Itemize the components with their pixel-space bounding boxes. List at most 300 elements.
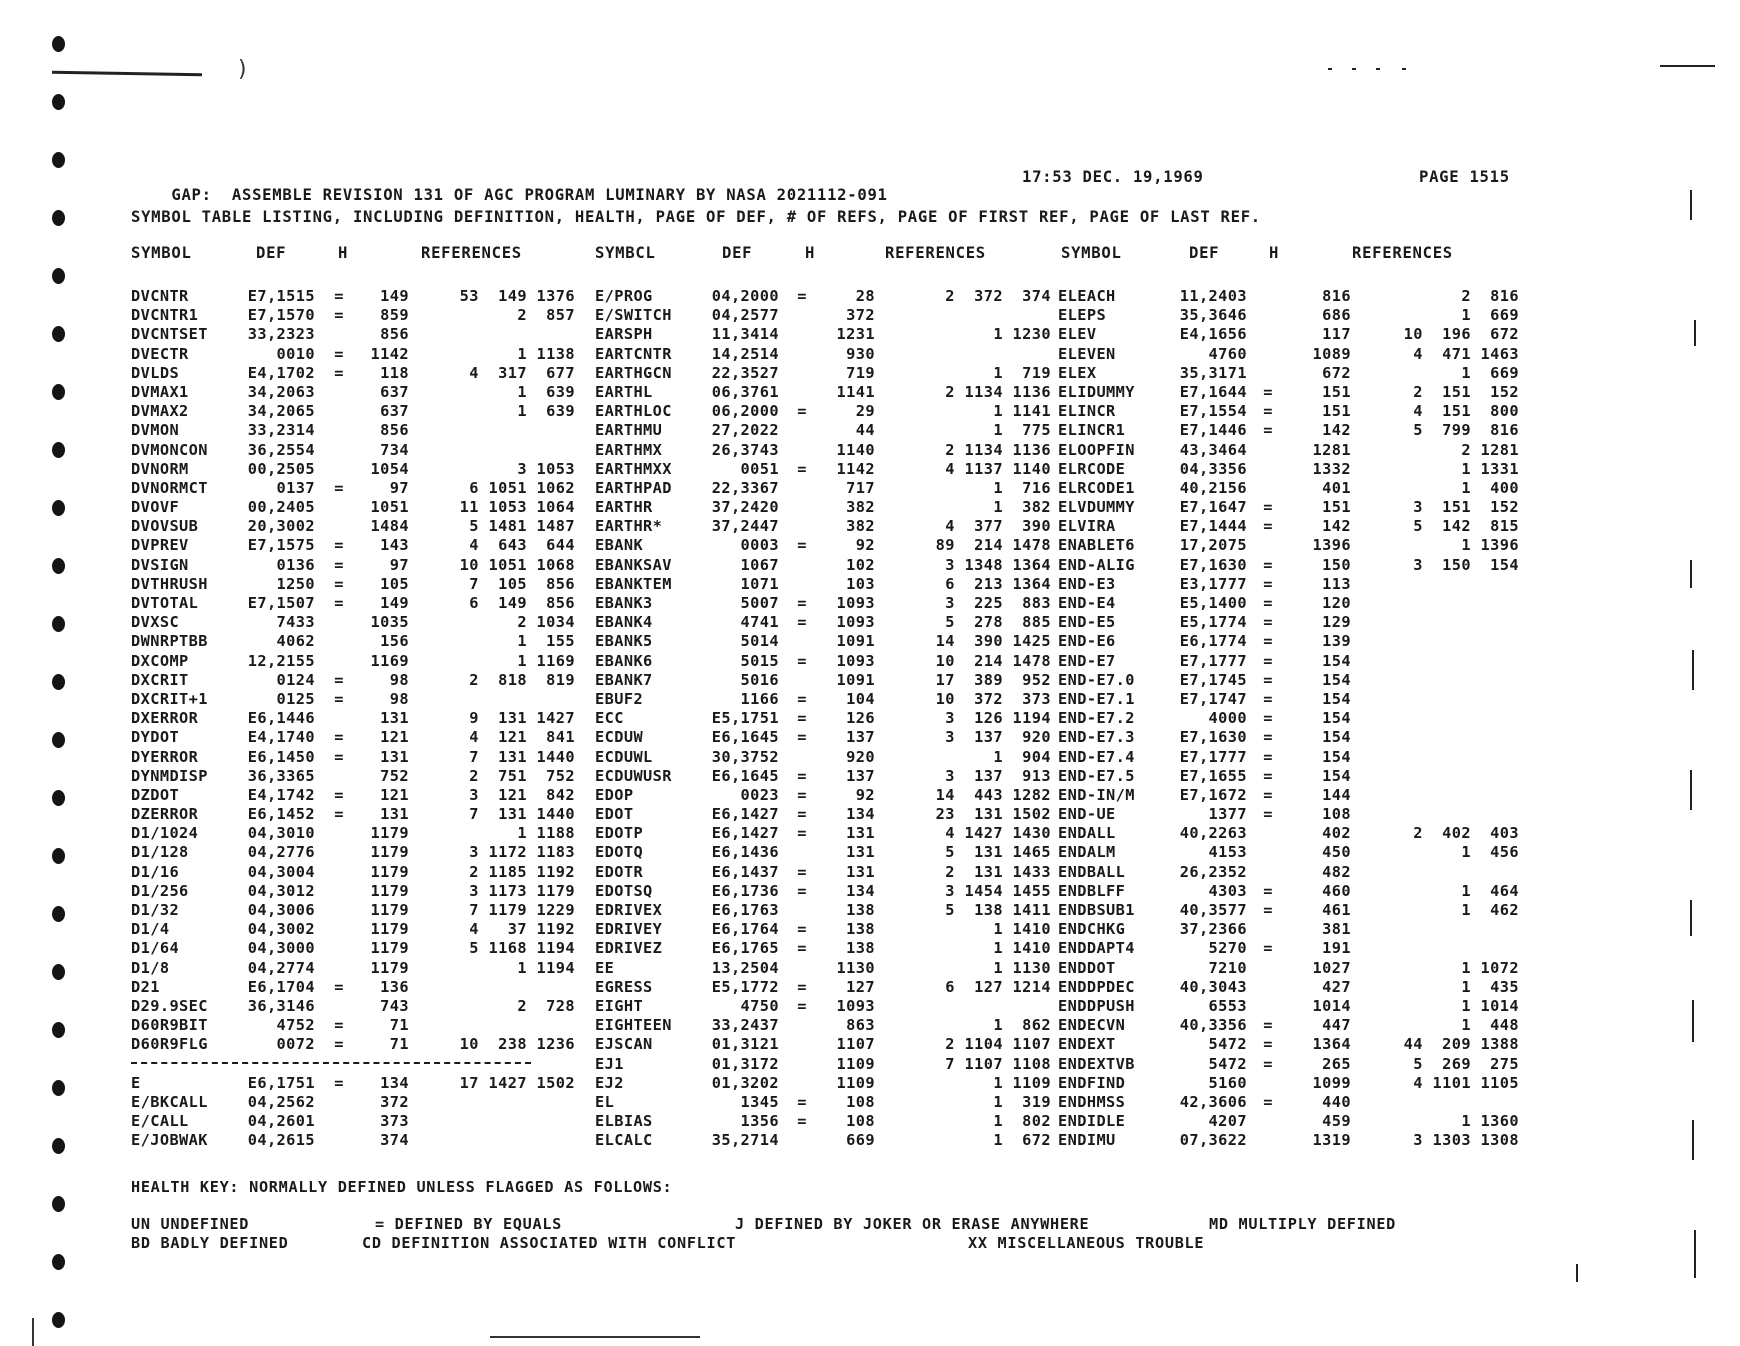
table-row xyxy=(131,575,1531,594)
cell-references: 3 151 152 xyxy=(1413,498,1519,517)
cell-symbol: EBANK5 xyxy=(595,632,653,651)
scan-artifact-line xyxy=(52,71,202,77)
cell-references: 1 639 xyxy=(517,382,575,401)
cell-definition: E6,1763 xyxy=(711,901,779,919)
cell-symbol: ENDBALL xyxy=(1058,862,1126,881)
cell-references: 5 1168 1194 xyxy=(469,939,575,958)
cell-definition: 40,3356 xyxy=(1179,1016,1247,1035)
cell-symbol: DXCRIT xyxy=(131,670,189,689)
table-row xyxy=(131,748,1531,767)
cell-symbol: D1/256 xyxy=(131,881,189,900)
cell-def-page: 1142 xyxy=(836,459,875,478)
cell-health: = xyxy=(1263,1092,1273,1111)
cell-def-page: 108 xyxy=(846,1112,875,1131)
header-line-1 xyxy=(131,168,1531,204)
cell-symbol: ENDBLFF xyxy=(1058,881,1126,900)
cell-references: 7 131 1440 xyxy=(469,805,575,824)
cell-references: 1 669 xyxy=(1461,306,1519,325)
cell-health: = xyxy=(334,747,344,766)
cell-health: = xyxy=(797,1092,807,1111)
cell-health: = xyxy=(1263,613,1273,632)
cell-symbol: EL xyxy=(595,1092,615,1111)
cell-symbol: ENDDAPT4 xyxy=(1058,939,1135,958)
cell-def-page: 154 xyxy=(1322,766,1351,785)
cell-definition: 5472 xyxy=(1208,1035,1247,1054)
cell-def-page: 1231 xyxy=(836,325,875,344)
cell-definition: 06,2000 xyxy=(711,402,779,421)
cell-definition: 26,2352 xyxy=(1179,862,1247,881)
cell-symbol: ENDDPDEC xyxy=(1058,977,1135,996)
cell-definition: 1345 xyxy=(740,1092,779,1111)
cell-symbol: EDOTP xyxy=(595,824,644,843)
cell-def-page: 150 xyxy=(1322,555,1351,574)
cell-symbol: EBUF2 xyxy=(595,689,644,708)
cell-def-page: 1109 xyxy=(836,1054,875,1073)
cell-symbol: ELVDUMMY xyxy=(1058,498,1135,517)
cell-symbol: ENDHMSS xyxy=(1058,1092,1126,1111)
cell-def-page: 1091 xyxy=(836,670,875,689)
cell-references: 1 456 xyxy=(1461,843,1519,862)
cell-references: 1 775 xyxy=(993,421,1051,440)
cell-health: = xyxy=(1263,805,1273,824)
cell-references: 3 1172 1183 xyxy=(469,843,575,862)
cell-def-page: 142 xyxy=(1322,421,1351,440)
cell-definition: E7,1554 xyxy=(1179,402,1247,421)
cell-references: 17 1427 1502 xyxy=(459,1073,575,1092)
cell-definition: 0051 xyxy=(740,459,779,478)
cell-definition: 5007 xyxy=(740,594,779,612)
cell-def-page: 1332 xyxy=(1312,459,1351,478)
cell-def-page: 1179 xyxy=(370,939,409,958)
table-row xyxy=(131,767,1531,786)
cell-symbol: EDOP xyxy=(595,785,634,804)
cell-def-page: 126 xyxy=(846,709,875,728)
cell-references: 5 278 885 xyxy=(945,613,1051,632)
cell-definition: 0137 xyxy=(276,478,315,497)
cell-definition: 35,3171 xyxy=(1179,363,1247,382)
cell-symbol: END-E7.3 xyxy=(1058,728,1135,747)
cell-references: 2 372 374 xyxy=(945,287,1051,305)
cell-definition: E6,1774 xyxy=(1179,632,1247,651)
cell-symbol: E/PROG xyxy=(595,287,653,305)
cell-definition: E7,1655 xyxy=(1179,766,1247,785)
cell-definition: 5270 xyxy=(1208,939,1247,958)
punch-hole-icon xyxy=(52,964,65,980)
cell-definition: 04,2774 xyxy=(247,958,315,977)
cell-health: = xyxy=(797,785,807,804)
cell-def-page: 154 xyxy=(1322,747,1351,766)
cell-health: = xyxy=(334,306,344,325)
cell-def-page: 440 xyxy=(1322,1092,1351,1111)
cell-definition: 22,3367 xyxy=(711,478,779,497)
cell-symbol: EARTHMU xyxy=(595,421,663,440)
cell-symbol: DVOVF xyxy=(131,498,180,517)
table-row xyxy=(131,594,1531,613)
cell-definition: 34,2063 xyxy=(247,382,315,401)
scan-artifact-line xyxy=(1690,900,1692,936)
cell-def-page: 28 xyxy=(855,287,875,305)
cell-definition: E6,1427 xyxy=(711,805,779,824)
cell-health: = xyxy=(334,594,344,612)
cell-symbol: EDOTSQ xyxy=(595,881,653,900)
table-row xyxy=(131,1112,1531,1131)
cell-symbol: E/JOBWAK xyxy=(131,1131,208,1150)
cell-def-page: 669 xyxy=(846,1131,875,1150)
table-row xyxy=(131,345,1531,364)
cell-references: 5 269 275 xyxy=(1413,1054,1519,1073)
cell-definition: 5016 xyxy=(740,670,779,689)
cell-def-page: 1027 xyxy=(1312,958,1351,977)
health-key-joker: J DEFINED BY JOKER OR ERASE ANYWHERE xyxy=(735,1215,1090,1233)
separator-line xyxy=(131,1062,531,1064)
cell-definition: 40,3577 xyxy=(1179,901,1247,919)
cell-symbol: D1/1024 xyxy=(131,824,199,843)
cell-references: 1 1014 xyxy=(1461,996,1519,1015)
table-row xyxy=(131,1035,1531,1054)
scan-artifact-line xyxy=(1376,68,1380,70)
cell-definition: E7,1745 xyxy=(1179,670,1247,689)
cell-definition: E6,1704 xyxy=(247,977,315,996)
table-row xyxy=(131,901,1531,920)
table-row xyxy=(131,325,1531,344)
cell-health: = xyxy=(1263,1054,1273,1073)
cell-definition: 37,2366 xyxy=(1179,920,1247,939)
cell-definition: E6,1452 xyxy=(247,805,315,824)
cell-definition: 04,2776 xyxy=(247,843,315,862)
cell-definition: E6,1450 xyxy=(247,747,315,766)
cell-def-page: 717 xyxy=(846,478,875,497)
cell-symbol: DVMAX1 xyxy=(131,382,189,401)
cell-symbol: D21 xyxy=(131,977,160,996)
cell-def-page: 138 xyxy=(846,901,875,919)
table-row xyxy=(131,1131,1531,1150)
cell-definition: 7210 xyxy=(1208,958,1247,977)
cell-symbol: EDOT xyxy=(595,805,634,824)
column-heading-def-a: DEF xyxy=(256,244,287,262)
cell-references: 1 639 xyxy=(517,402,575,421)
cell-def-page: 121 xyxy=(380,728,409,747)
cell-symbol: DVNORM xyxy=(131,459,189,478)
scan-artifact-line xyxy=(1690,190,1692,220)
punch-hole-icon xyxy=(52,848,65,864)
cell-symbol: DVPREV xyxy=(131,536,189,555)
cell-health: = xyxy=(1263,670,1273,689)
cell-references: 3 126 1194 xyxy=(945,709,1051,728)
column-heading-symbol-a: SYMBOL xyxy=(131,244,192,262)
cell-symbol: ELEX xyxy=(1058,363,1097,382)
health-key-bd: BD BADLY DEFINED xyxy=(131,1234,289,1252)
cell-definition: 22,3527 xyxy=(711,363,779,382)
cell-def-page: 154 xyxy=(1322,728,1351,747)
cell-symbol: DVCNTR xyxy=(131,287,189,305)
cell-symbol: D1/16 xyxy=(131,862,180,881)
table-row xyxy=(131,959,1531,978)
cell-references: 6 127 1214 xyxy=(945,977,1051,996)
cell-symbol: DVNORMCT xyxy=(131,478,208,497)
health-key-misc: XX MISCELLANEOUS TROUBLE xyxy=(968,1234,1205,1252)
cell-references: 2 151 152 xyxy=(1413,382,1519,401)
cell-def-page: 1093 xyxy=(836,996,875,1015)
cell-health: = xyxy=(797,862,807,881)
cell-references: 1 319 xyxy=(993,1092,1051,1111)
cell-definition: 14,2514 xyxy=(711,344,779,363)
cell-references: 4 1101 1105 xyxy=(1413,1073,1519,1092)
cell-symbol: EARTHMXX xyxy=(595,459,672,478)
cell-def-page: 117 xyxy=(1322,325,1351,344)
cell-def-page: 149 xyxy=(380,594,409,612)
cell-references: 5 142 815 xyxy=(1413,517,1519,536)
cell-definition: 4000 xyxy=(1208,709,1247,728)
cell-references: 2 728 xyxy=(517,996,575,1015)
table-row xyxy=(131,479,1531,498)
cell-references: 5 1481 1487 xyxy=(469,517,575,536)
cell-references: 1 1331 xyxy=(1461,459,1519,478)
cell-def-page: 930 xyxy=(846,344,875,363)
cell-health: = xyxy=(797,805,807,824)
cell-references: 3 1303 1308 xyxy=(1413,1131,1519,1150)
cell-def-page: 719 xyxy=(846,363,875,382)
cell-references: 7 1179 1229 xyxy=(469,901,575,919)
cell-definition: 5014 xyxy=(740,632,779,651)
cell-symbol: ENDIMU xyxy=(1058,1131,1116,1150)
cell-references: 4 643 644 xyxy=(469,536,575,555)
cell-references: 1 669 xyxy=(1461,363,1519,382)
cell-def-page: 154 xyxy=(1322,651,1351,670)
cell-symbol: END-E7.1 xyxy=(1058,689,1135,708)
cell-def-page: 372 xyxy=(846,306,875,325)
cell-symbol: ENDEXTVB xyxy=(1058,1054,1135,1073)
cell-definition: E4,1740 xyxy=(247,728,315,747)
cell-symbol: EJ2 xyxy=(595,1073,624,1092)
cell-references: 1 862 xyxy=(993,1016,1051,1035)
cell-health: = xyxy=(1263,594,1273,612)
cell-def-page: 71 xyxy=(389,1016,409,1035)
cell-symbol: E xyxy=(131,1073,141,1092)
cell-health: = xyxy=(1263,632,1273,651)
cell-definition: 04,3006 xyxy=(247,901,315,919)
cell-references: 1 716 xyxy=(993,478,1051,497)
table-row xyxy=(131,824,1531,843)
cell-symbol: END-IN/M xyxy=(1058,785,1135,804)
cell-health: = xyxy=(797,689,807,708)
cell-def-page: 686 xyxy=(1322,306,1351,325)
table-row xyxy=(131,383,1531,402)
cell-health: = xyxy=(797,996,807,1015)
column-heading-references-b: REFERENCES xyxy=(885,244,986,262)
cell-references: 1 1194 xyxy=(517,958,575,977)
cell-definition: 07,3622 xyxy=(1179,1131,1247,1150)
health-key-un: UN UNDEFINED xyxy=(131,1215,250,1233)
cell-definition: E7,1630 xyxy=(1179,555,1247,574)
cell-symbol: DVMAX2 xyxy=(131,402,189,421)
cell-definition: 0010 xyxy=(276,344,315,363)
table-row xyxy=(131,863,1531,882)
cell-def-page: 102 xyxy=(846,555,875,574)
cell-references: 2 1104 1107 xyxy=(945,1035,1051,1054)
cell-health: = xyxy=(1263,785,1273,804)
cell-references: 1 1230 xyxy=(993,325,1051,344)
cell-def-page: 1014 xyxy=(1312,996,1351,1015)
punch-holes xyxy=(52,30,72,1330)
cell-def-page: 1179 xyxy=(370,901,409,919)
cell-references: 10 214 1478 xyxy=(935,651,1051,670)
header-line-2: SYMBOL TABLE LISTING, INCLUDING DEFINITION, HEALTH, PAGE OF DEF, # OF REFS, PAGE OF FIRST REF, PAGE OF LAST REF. xyxy=(131,208,1261,226)
cell-health: = xyxy=(797,651,807,670)
cell-health: = xyxy=(797,402,807,421)
cell-def-page: 1142 xyxy=(370,344,409,363)
cell-health: = xyxy=(797,287,807,305)
cell-def-page: 1051 xyxy=(370,498,409,517)
cell-def-page: 29 xyxy=(855,402,875,421)
cell-def-page: 447 xyxy=(1322,1016,1351,1035)
cell-def-page: 816 xyxy=(1322,287,1351,305)
table-row xyxy=(131,728,1531,747)
cell-health: = xyxy=(334,1035,344,1054)
cell-definition: E7,1570 xyxy=(247,306,315,325)
cell-definition: E5,1772 xyxy=(711,977,779,996)
cell-def-page: 151 xyxy=(1322,382,1351,401)
cell-def-page: 381 xyxy=(1322,920,1351,939)
cell-health: = xyxy=(797,613,807,632)
cell-references: 1 1141 xyxy=(993,402,1051,421)
scan-artifact-line xyxy=(1328,68,1332,70)
table-row xyxy=(131,421,1531,440)
cell-symbol: DVXSC xyxy=(131,613,180,632)
cell-definition: 42,3606 xyxy=(1179,1092,1247,1111)
cell-symbol: EBANK4 xyxy=(595,613,653,632)
cell-definition: 00,2405 xyxy=(247,498,315,517)
cell-references: 2 402 403 xyxy=(1413,824,1519,843)
cell-def-page: 92 xyxy=(855,785,875,804)
cell-references: 2 857 xyxy=(517,306,575,325)
cell-definition: 7433 xyxy=(276,613,315,632)
cell-def-page: 1107 xyxy=(836,1035,875,1054)
cell-references: 3 1454 1455 xyxy=(945,881,1051,900)
cell-health: = xyxy=(1263,709,1273,728)
cell-def-page: 131 xyxy=(846,843,875,862)
cell-def-page: 149 xyxy=(380,287,409,305)
table-row xyxy=(131,882,1531,901)
cell-symbol: DXERROR xyxy=(131,709,199,728)
punch-hole-icon xyxy=(52,210,65,226)
cell-symbol: EBANK3 xyxy=(595,594,653,612)
cell-references: 2 1034 xyxy=(517,613,575,632)
scan-artifact-line xyxy=(1660,65,1715,67)
cell-definition: E5,1774 xyxy=(1179,613,1247,632)
cell-references: 3 1053 xyxy=(517,459,575,478)
cell-symbol: ELRCODE xyxy=(1058,459,1126,478)
cell-health: = xyxy=(1263,651,1273,670)
cell-symbol: EARTHGCN xyxy=(595,363,672,382)
cell-references: 10 238 1236 xyxy=(459,1035,575,1054)
health-key-row-2 xyxy=(131,1234,1531,1252)
cell-references: 1 802 xyxy=(993,1112,1051,1131)
table-row xyxy=(131,978,1531,997)
cell-references: 53 149 1376 xyxy=(459,287,575,305)
cell-health: = xyxy=(1263,728,1273,747)
table-row xyxy=(131,709,1531,728)
cell-symbol: ELINCR1 xyxy=(1058,421,1126,440)
cell-references: 6 213 1364 xyxy=(945,574,1051,593)
cell-def-page: 156 xyxy=(380,632,409,651)
cell-definition: E6,1427 xyxy=(711,824,779,843)
cell-health: = xyxy=(334,555,344,574)
cell-symbol: EARTHR xyxy=(595,498,653,517)
cell-def-page: 1099 xyxy=(1312,1073,1351,1092)
cell-references: 14 390 1425 xyxy=(935,632,1051,651)
cell-definition: 36,3146 xyxy=(247,996,315,1015)
cell-symbol: ELEV xyxy=(1058,325,1097,344)
cell-health: = xyxy=(1263,939,1273,958)
table-row xyxy=(131,441,1531,460)
cell-definition: 40,2156 xyxy=(1179,478,1247,497)
cell-definition: 1166 xyxy=(740,689,779,708)
cell-health: = xyxy=(334,574,344,593)
cell-health: = xyxy=(797,728,807,747)
cell-definition: 4750 xyxy=(740,996,779,1015)
cell-symbol: END-E7.2 xyxy=(1058,709,1135,728)
cell-def-page: 1054 xyxy=(370,459,409,478)
cell-definition: 4303 xyxy=(1208,881,1247,900)
cell-definition: 27,2022 xyxy=(711,421,779,440)
cell-definition: E3,1777 xyxy=(1179,574,1247,593)
table-row xyxy=(131,1074,1531,1093)
table-row xyxy=(131,805,1531,824)
cell-def-page: 1484 xyxy=(370,517,409,536)
cell-def-page: 131 xyxy=(846,862,875,881)
cell-health: = xyxy=(797,459,807,478)
column-heading-symbol-c: SYMBOL xyxy=(1061,244,1122,262)
cell-def-page: 134 xyxy=(846,881,875,900)
cell-references: 4 471 1463 xyxy=(1413,344,1519,363)
cell-def-page: 1089 xyxy=(1312,344,1351,363)
scan-artifact-line xyxy=(1694,1230,1696,1278)
punch-hole-icon xyxy=(52,790,65,806)
cell-definition: E6,1436 xyxy=(711,843,779,862)
cell-definition: E7,1644 xyxy=(1179,382,1247,401)
health-key-row-1 xyxy=(131,1215,1531,1233)
cell-symbol: ECDUWUSR xyxy=(595,766,672,785)
cell-symbol: END-E7.0 xyxy=(1058,670,1135,689)
cell-def-page: 863 xyxy=(846,1016,875,1035)
cell-definition: 36,2554 xyxy=(247,440,315,459)
cell-definition: E6,1645 xyxy=(711,766,779,785)
cell-references: 1 1410 xyxy=(993,939,1051,958)
cell-def-page: 97 xyxy=(389,555,409,574)
cell-definition: E7,1575 xyxy=(247,536,315,555)
cell-health: = xyxy=(1263,382,1273,401)
table-row xyxy=(131,460,1531,479)
cell-references: 1 462 xyxy=(1461,901,1519,919)
cell-definition: 6553 xyxy=(1208,996,1247,1015)
cell-def-page: 637 xyxy=(380,382,409,401)
table-row xyxy=(131,364,1531,383)
cell-health: = xyxy=(797,1112,807,1131)
table-row xyxy=(131,1055,1531,1074)
cell-def-page: 1091 xyxy=(836,632,875,651)
column-heading-def-c: DEF xyxy=(1189,244,1220,262)
cell-health: = xyxy=(1263,421,1273,440)
cell-health: = xyxy=(1263,747,1273,766)
cell-def-page: 129 xyxy=(1322,613,1351,632)
cell-def-page: 98 xyxy=(389,689,409,708)
cell-references: 1 719 xyxy=(993,363,1051,382)
cell-references: 2 751 752 xyxy=(469,766,575,785)
cell-references: 1 464 xyxy=(1461,881,1519,900)
cell-symbol: E/SWITCH xyxy=(595,306,672,325)
cell-references: 5 799 816 xyxy=(1413,421,1519,440)
punch-hole-icon xyxy=(52,674,65,690)
